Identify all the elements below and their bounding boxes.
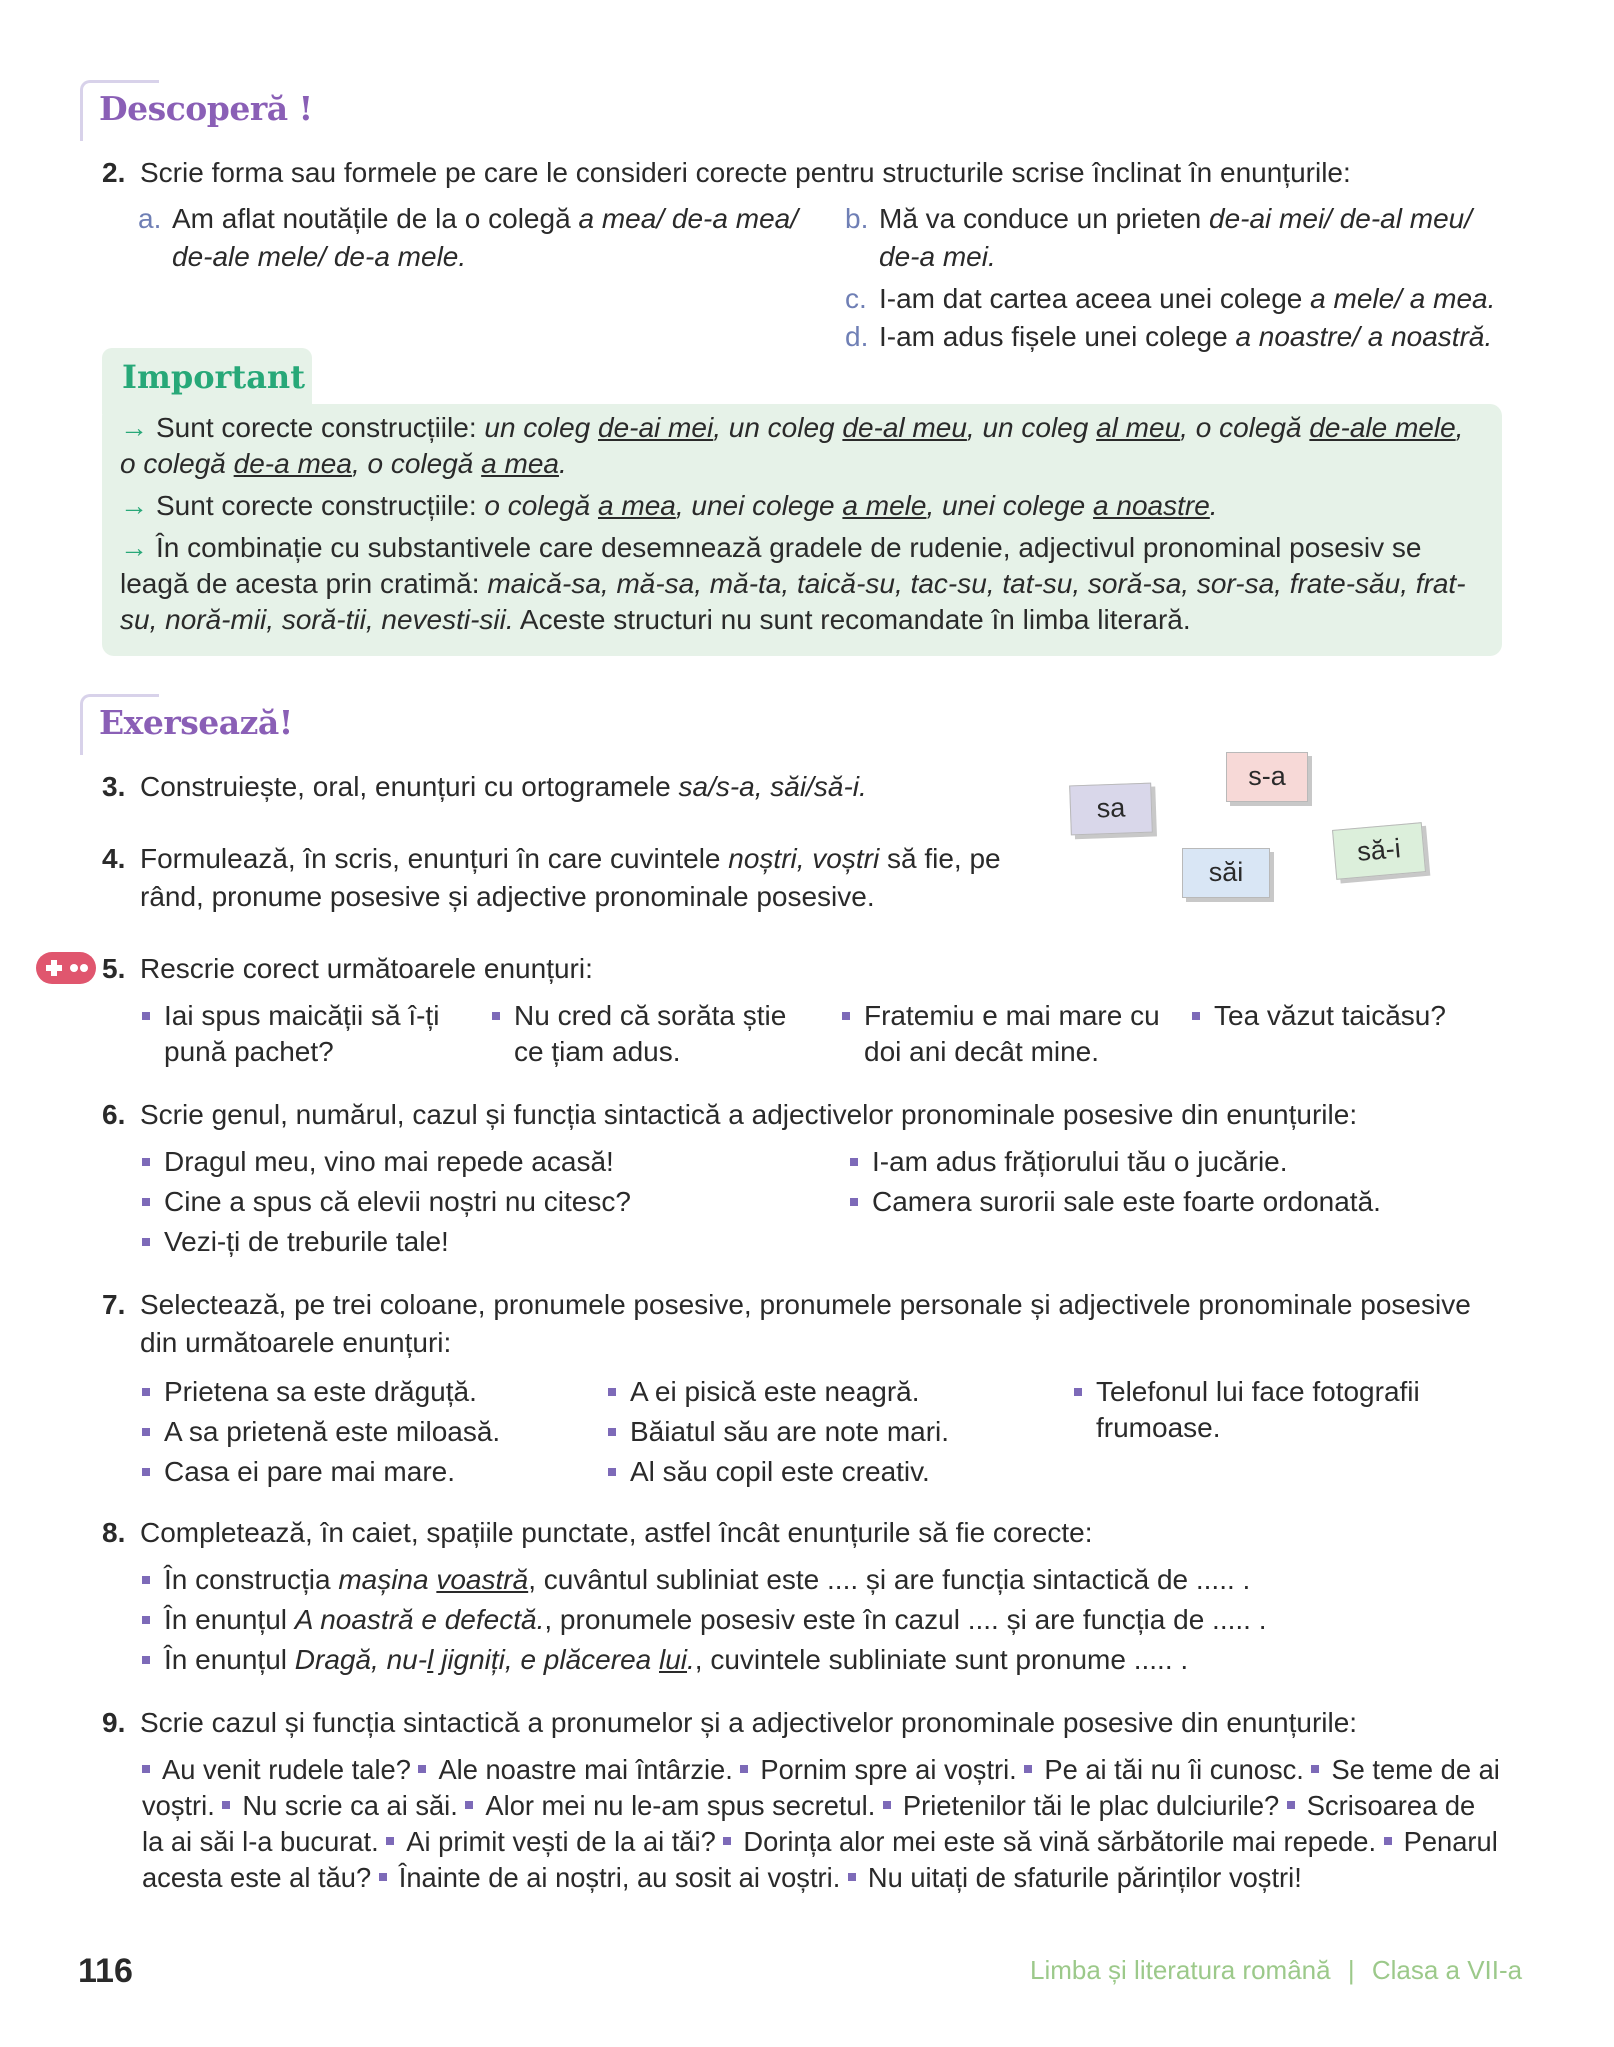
exercise-9-item: Înainte de ai noștri, au sosit ai voștri. (379, 1862, 848, 1893)
important-item-1: → Sunt corecte construcțiile: un coleg de-ai mei, un coleg de-al meu, un coleg al meu, o colegă de-ale mele, o colegă de-a mea, o colegă a mea. (120, 412, 1464, 479)
exercise-9-item: Scrisoarea de la ai săi l-a bucurat. (142, 1790, 1476, 1857)
arrow-icon: → (120, 532, 148, 563)
exercise-9-item: Ai primit vești de la ai tăi? (386, 1826, 723, 1857)
exercise-9-item: Pe ai tăi nu îi cunosc. (1024, 1754, 1311, 1785)
exercise-9-item: Prietenilor tăi le plac dulciurile? (883, 1790, 1287, 1821)
arrow-icon: → (120, 490, 148, 521)
exercise-2-item-c: c. I-am dat cartea aceea unei colege a mele/ a mea. (845, 283, 1496, 314)
exercise-2-item-b: b. Mă va conduce un prieten de-ai mei/ de-al meu/ de-a mei. (845, 203, 1473, 272)
exercise-2-item-a: a. Am aflat noutățile de la o colegă a mea/ de-a mea/ de-ale mele/ de-a mele. (138, 203, 799, 272)
exercise-9-item: Dorința alor mei este să vină sărbătorile mai repede. (723, 1826, 1383, 1857)
game-controller-icon (36, 952, 96, 984)
important-item-2: → Sunt corecte construcțiile: o colegă a mea, unei colege a mele, unei colege a noastre. (120, 490, 1218, 521)
exercise-9-item: Se teme de ai voștri. (142, 1754, 1500, 1821)
word-card-sai: săi (1182, 848, 1270, 898)
exercise-9-item: Nu uitați de sfaturile părinților voștri! (848, 1862, 1302, 1893)
exercise-9-sentences (142, 1752, 1504, 1896)
word-card-sa-i: să-i (1332, 822, 1426, 880)
important-tab: Important (102, 348, 312, 414)
important-item-3: → În combinație cu substantivele care desemnează gradele de rudenie, adjectivul pronominal posesiv se leagă de acesta prin cratimă: maică-sa, mă-sa, mă-ta, taică-su, tac-su, tat-su, soră-sa, sor-sa, frate-său, frat-su, noră-mii, soră-tii, nevesti-sii. Aceste structuri nu sunt recomandate în limba literară. (120, 532, 1466, 635)
word-card-sa: sa (1069, 783, 1153, 836)
exercise-9-item: Nu scrie ca ai săi. (222, 1790, 465, 1821)
exercise-9-item: Ale noastre mai întârzie. (418, 1754, 740, 1785)
section-heading-descopera: Descoperă ! (80, 80, 159, 141)
exercise-9-item: Penarul acesta este al tău? (142, 1826, 1498, 1893)
exercise-9-item: Alor mei nu le-am spus secretul. (465, 1790, 882, 1821)
arrow-icon: → (120, 412, 148, 443)
exercise-9-item: Au venit rudele tale? (142, 1754, 418, 1785)
page-number: 116 (78, 1952, 133, 1990)
exercise-9-item: Pornim spre ai voștri. (740, 1754, 1024, 1785)
section-heading-exerseaza: Exersează! (80, 694, 159, 755)
word-card-s-a: s-a (1226, 752, 1308, 802)
footer-book-title: Limba și literatura română | Clasa a VII-a (1030, 1955, 1523, 1985)
exercise-2-item-d: d. I-am adus fișele unei colege a noastre/ a noastră. (845, 321, 1493, 352)
textbook-page: Descoperă ! 2. Scrie forma sau formele pe care le consideri corecte pentru structurile scrise înclinat în enunțurile: a. Am aflat noutățile de la o colegă a mea/ de-a mea/ de-ale mele/ de-a mele. b. Mă va conduce un prieten de-ai mei/ de-al meu/ de-a mei. c. I-am dat cartea aceea unei colege a mele/ a mea. d. I-am adus fișele unei colege a noastre/ a noastră. Important → Sunt corecte construcțiile: un coleg de-ai mei, un coleg de-al meu, un coleg al meu, o colegă de-ale mele, o colegă de-a mea, o colegă a mea. → Sunt corecte construcțiile: o colegă a mea, unei colege a mele, unei colege a noastre. → În combinație cu substantivele care desemnează gradele de rudenie, adjectivul pronominal posesiv se leagă de acesta prin cratimă: maică-sa, mă-sa, mă-ta, taică-su, tac-su, tat-su, soră-sa, sor-sa, frate-său, frat-su, noră-mii, soră-tii, nevesti-sii. Aceste structuri nu sunt recomandate în limba literară. Exersează! sa s-a săi să-i 3. Construiește, oral, enunțuri cu ortogramele sa/s-a, săi/să-i. 4. Formulează, în scris, enunțuri în care cuvintele noștri, voștri să fie, pe rând, pronume posesive și adjective pronominale posesive. 5. Rescrie corect următoarele enunțuri: Iai spus maicății să î-ți pună pachet? Nu cred că sorăta știe ce țiam adus. Fratemiu e mai mare cu doi ani decât mine. Tea văzut taicăsu? 6. Scrie genul, numărul, cazul și funcția sintactică a adjectivelor pronominale posesive din enunțurile: Dragul meu, vino mai repede acasă! Cine a spus că elevii noștri nu citesc? Vezi-ți de treburile tale! I-am adus frățiorului tău o jucărie. Camera surorii sale este foarte ordonată. 7. Selectează, pe trei coloane, pronumele posesive, pronumele personale și adjectivele pronominale posesive din următoarele enunțuri: Prietena sa este drăguță. A sa prietenă este miloasă. Casa ei pare mai mare. A ei pisică este neagră. Băiatul său are note mari. Al său copil este creativ. Telefonul lui face fotografii frumoase. 8. Completează, în caiet, spațiile punctate, astfel încât enunțurile să fie corecte: În construcția mașina voastră, cuvântul subliniat este .... și are funcția sintactică de ..... . În enunțul A noastră e defectă., pronumele posesiv este în cazul .... și are funcția de ..... . În enunțul Dragă, nu-l jigniți, e plăcerea lui., cuvintele subliniate sunt pronume ..... . 9. Scrie cazul și funcția sintactică a pronumelor și a adjectivelor pronominale posesive din enunțurile: Au venit rudele tale? Ale noastre mai întârzie. Pornim spre ai voștri. Pe ai tăi nu îi cunosc. Se teme de ai voștri. Nu scrie ca ai săi. Alor mei nu le-am spus secretul. Prietenilor tăi le plac dulciurile? Scrisoarea de la ai săi l-a bucurat. Ai primit vești de la ai tăi? Dorința alor mei este să vină sărbătorile mai repede. Penarul acesta este al tău? Înainte de ai noștri, au sosit ai voștri. Nu uitați de sfaturile părinților voștri! 116 Limba și literatura română | Clasa a VII-a (0, 0, 1614, 2047)
